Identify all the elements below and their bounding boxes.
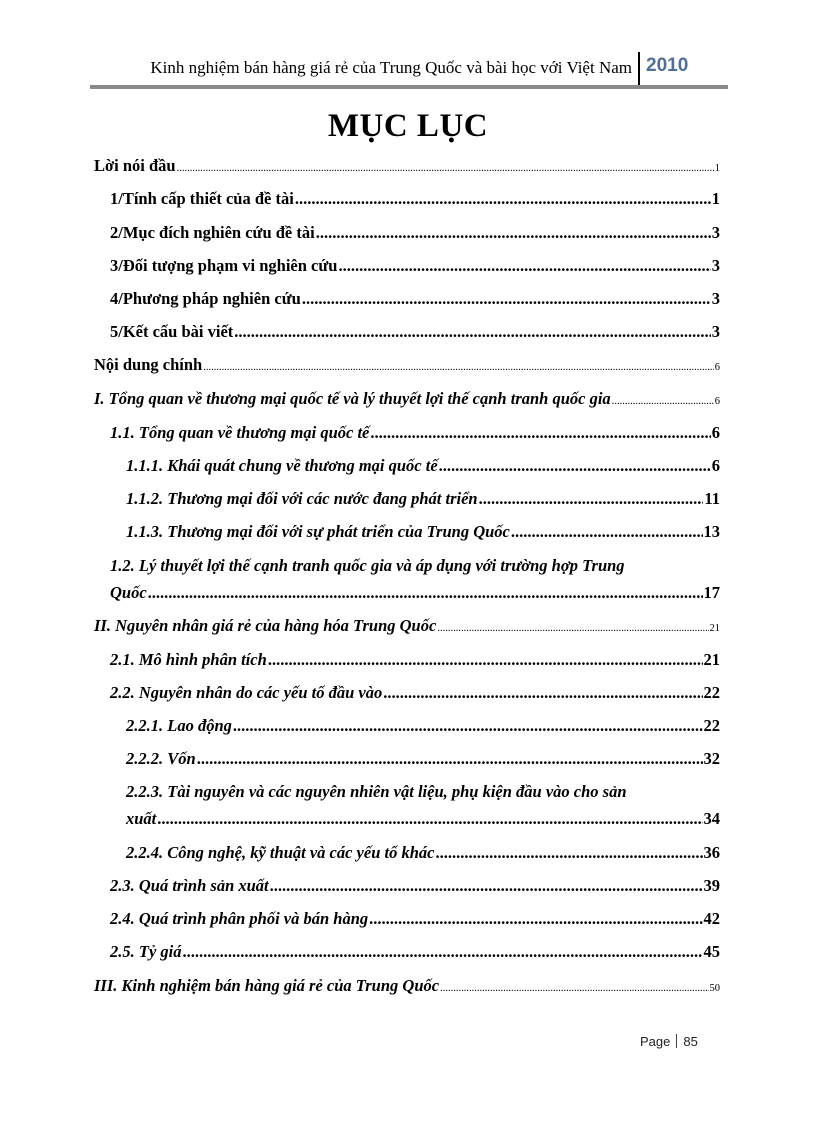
toc-entry-1-1-2[interactable] — [126, 489, 720, 509]
toc-entry-page: 21 — [703, 650, 720, 669]
toc-entry-text: 2.2.2. Vốn — [126, 749, 196, 768]
toc-entry-text: xuất — [126, 809, 157, 828]
header-separator — [638, 52, 640, 86]
toc-entry-page: 6 — [711, 456, 720, 475]
toc-entry-page: 13 — [703, 522, 720, 541]
toc-entry-text: 2.2.1. Lao động — [126, 716, 232, 735]
toc-entry-page: 34 — [703, 809, 720, 828]
toc-entry-text: 2.5. Tỷ giá — [110, 942, 182, 961]
toc-entry-noi-dung-chinh[interactable] — [94, 355, 720, 375]
toc-entry-page: 39 — [703, 876, 720, 895]
toc-entry-page: 22 — [703, 716, 720, 735]
toc-entry-2-2-4[interactable] — [126, 843, 720, 863]
footer-label: Page — [640, 1034, 671, 1049]
toc-title: MỤC LỤC — [327, 108, 489, 144]
toc-entry-page: 45 — [703, 942, 720, 961]
toc-entry-text: 1.1. Tổng quan về thương mại quốc tế — [110, 423, 370, 442]
toc-entry-page: 22 — [703, 683, 720, 702]
toc-entry-phuong-phap[interactable] — [110, 289, 720, 309]
toc-entry-text: 2.2. Nguyên nhân do các yếu tố đầu vào — [110, 683, 383, 702]
toc-entry-page: 6 — [714, 362, 720, 373]
toc-entry-text: 2/Mục đích nghiên cứu đề tài — [110, 223, 315, 242]
toc-entry-2-4[interactable] — [110, 909, 720, 929]
toc-entry-tinh-cap-thiet[interactable] — [110, 189, 720, 209]
toc-entry-text: Lời nói đầu — [94, 156, 176, 175]
toc-entry-text: 1/Tính cấp thiết của đề tài — [110, 189, 294, 208]
toc-entry-text: III. Kinh nghiệm bán hàng giá rẻ của Trung Quốc — [94, 976, 440, 995]
toc-entry-chapter-2[interactable] — [94, 616, 720, 636]
toc-entry-2-2-3-line1[interactable]: 2.2.3. Tài nguyên và các nguyên nhiên vật liệu, phụ kiện đầu vào cho sản — [126, 782, 627, 801]
toc-entry-ket-cau[interactable] — [110, 322, 720, 342]
footer-separator — [676, 1034, 677, 1048]
toc-entry-page: 3 — [711, 322, 720, 341]
toc-entry-text: I. Tổng quan về thương mại quốc tế và lý thuyết lợi thế cạnh tranh quốc gia — [94, 389, 611, 408]
page-number: 85 — [683, 1034, 698, 1049]
toc-entry-page: 11 — [704, 489, 720, 508]
page-footer — [640, 1034, 720, 1049]
toc-entry-page: 3 — [711, 256, 720, 275]
toc-entry-page: 3 — [711, 223, 720, 242]
toc-entry-text: 2.1. Mô hình phân tích — [110, 650, 267, 669]
toc-entry-page: 1 — [711, 189, 720, 208]
toc-entry-text: 2.4. Quá trình phân phối và bán hàng — [110, 909, 369, 928]
toc-entry-1-2-line1[interactable]: 1.2. Lý thuyết lợi thế cạnh tranh quốc gia và áp dụng với trường hợp Trung — [110, 556, 625, 575]
toc-entry-page: 42 — [703, 909, 720, 928]
toc-entry-1-1-3[interactable] — [126, 522, 720, 542]
toc-entry-text: 1.1.2. Thương mại đối với các nước đang phát triển — [126, 489, 478, 508]
header-title: Kinh nghiệm bán hàng giá rẻ của Trung Quốc và bài học với Việt Nam — [150, 58, 632, 77]
toc-entry-page: 50 — [709, 983, 720, 994]
toc-entry-text: 1.1.3. Thương mại đối với sự phát triển của Trung Quốc — [126, 522, 510, 541]
toc-entry-text: 1.1.1. Khái quát chung về thương mại quốc tế — [126, 456, 438, 475]
page-header — [90, 52, 726, 86]
toc-entry-page: 36 — [703, 843, 720, 862]
toc-entry-text: II. Nguyên nhân giá rẻ của hàng hóa Trung Quốc — [94, 616, 437, 635]
toc-entry-2-2-1[interactable] — [126, 716, 720, 736]
toc-entry-text: 2.2.4. Công nghệ, kỹ thuật và các yếu tố khác — [126, 843, 435, 862]
toc-entry-1-1[interactable] — [110, 423, 720, 443]
toc-entry-muc-dich[interactable] — [110, 223, 720, 243]
toc-entry-2-5[interactable] — [110, 942, 720, 962]
toc-entry-2-2[interactable] — [110, 683, 720, 703]
toc-entry-doi-tuong[interactable] — [110, 256, 720, 276]
toc-entry-chapter-3[interactable] — [94, 976, 720, 996]
toc-entry-loi-noi-dau[interactable] — [94, 156, 720, 176]
header-rule — [90, 85, 728, 89]
toc-entry-chapter-1[interactable] — [94, 389, 720, 409]
toc-entry-page: 6 — [711, 423, 720, 442]
toc-entry-2-2-3[interactable] — [126, 809, 720, 829]
toc-entry-page: 1 — [714, 163, 720, 174]
toc-entry-1-1-1[interactable] — [126, 456, 720, 476]
toc-entry-page: 17 — [703, 583, 720, 602]
toc-entry-2-1[interactable] — [110, 650, 720, 670]
toc-entry-page: 3 — [711, 289, 720, 308]
toc-entry-2-3[interactable] — [110, 876, 720, 896]
toc-entry-1-2[interactable] — [110, 583, 720, 603]
toc-entry-text: 3/Đối tượng phạm vi nghiên cứu — [110, 256, 338, 275]
toc-entry-text: Nội dung chính — [94, 355, 203, 374]
toc-entry-page: 6 — [714, 396, 720, 407]
toc-entry-text: 5/Kết cấu bài viết — [110, 322, 234, 341]
toc-entry-text: 2.3. Quá trình sản xuất — [110, 876, 269, 895]
toc-entry-page: 21 — [709, 623, 720, 634]
toc-entry-page: 32 — [703, 749, 720, 768]
toc-entry-text: 4/Phương pháp nghiên cứu — [110, 289, 301, 308]
header-year: 2010 — [646, 55, 689, 76]
toc-entry-2-2-2[interactable] — [126, 749, 720, 769]
toc-entry-text: Quốc — [110, 583, 147, 602]
